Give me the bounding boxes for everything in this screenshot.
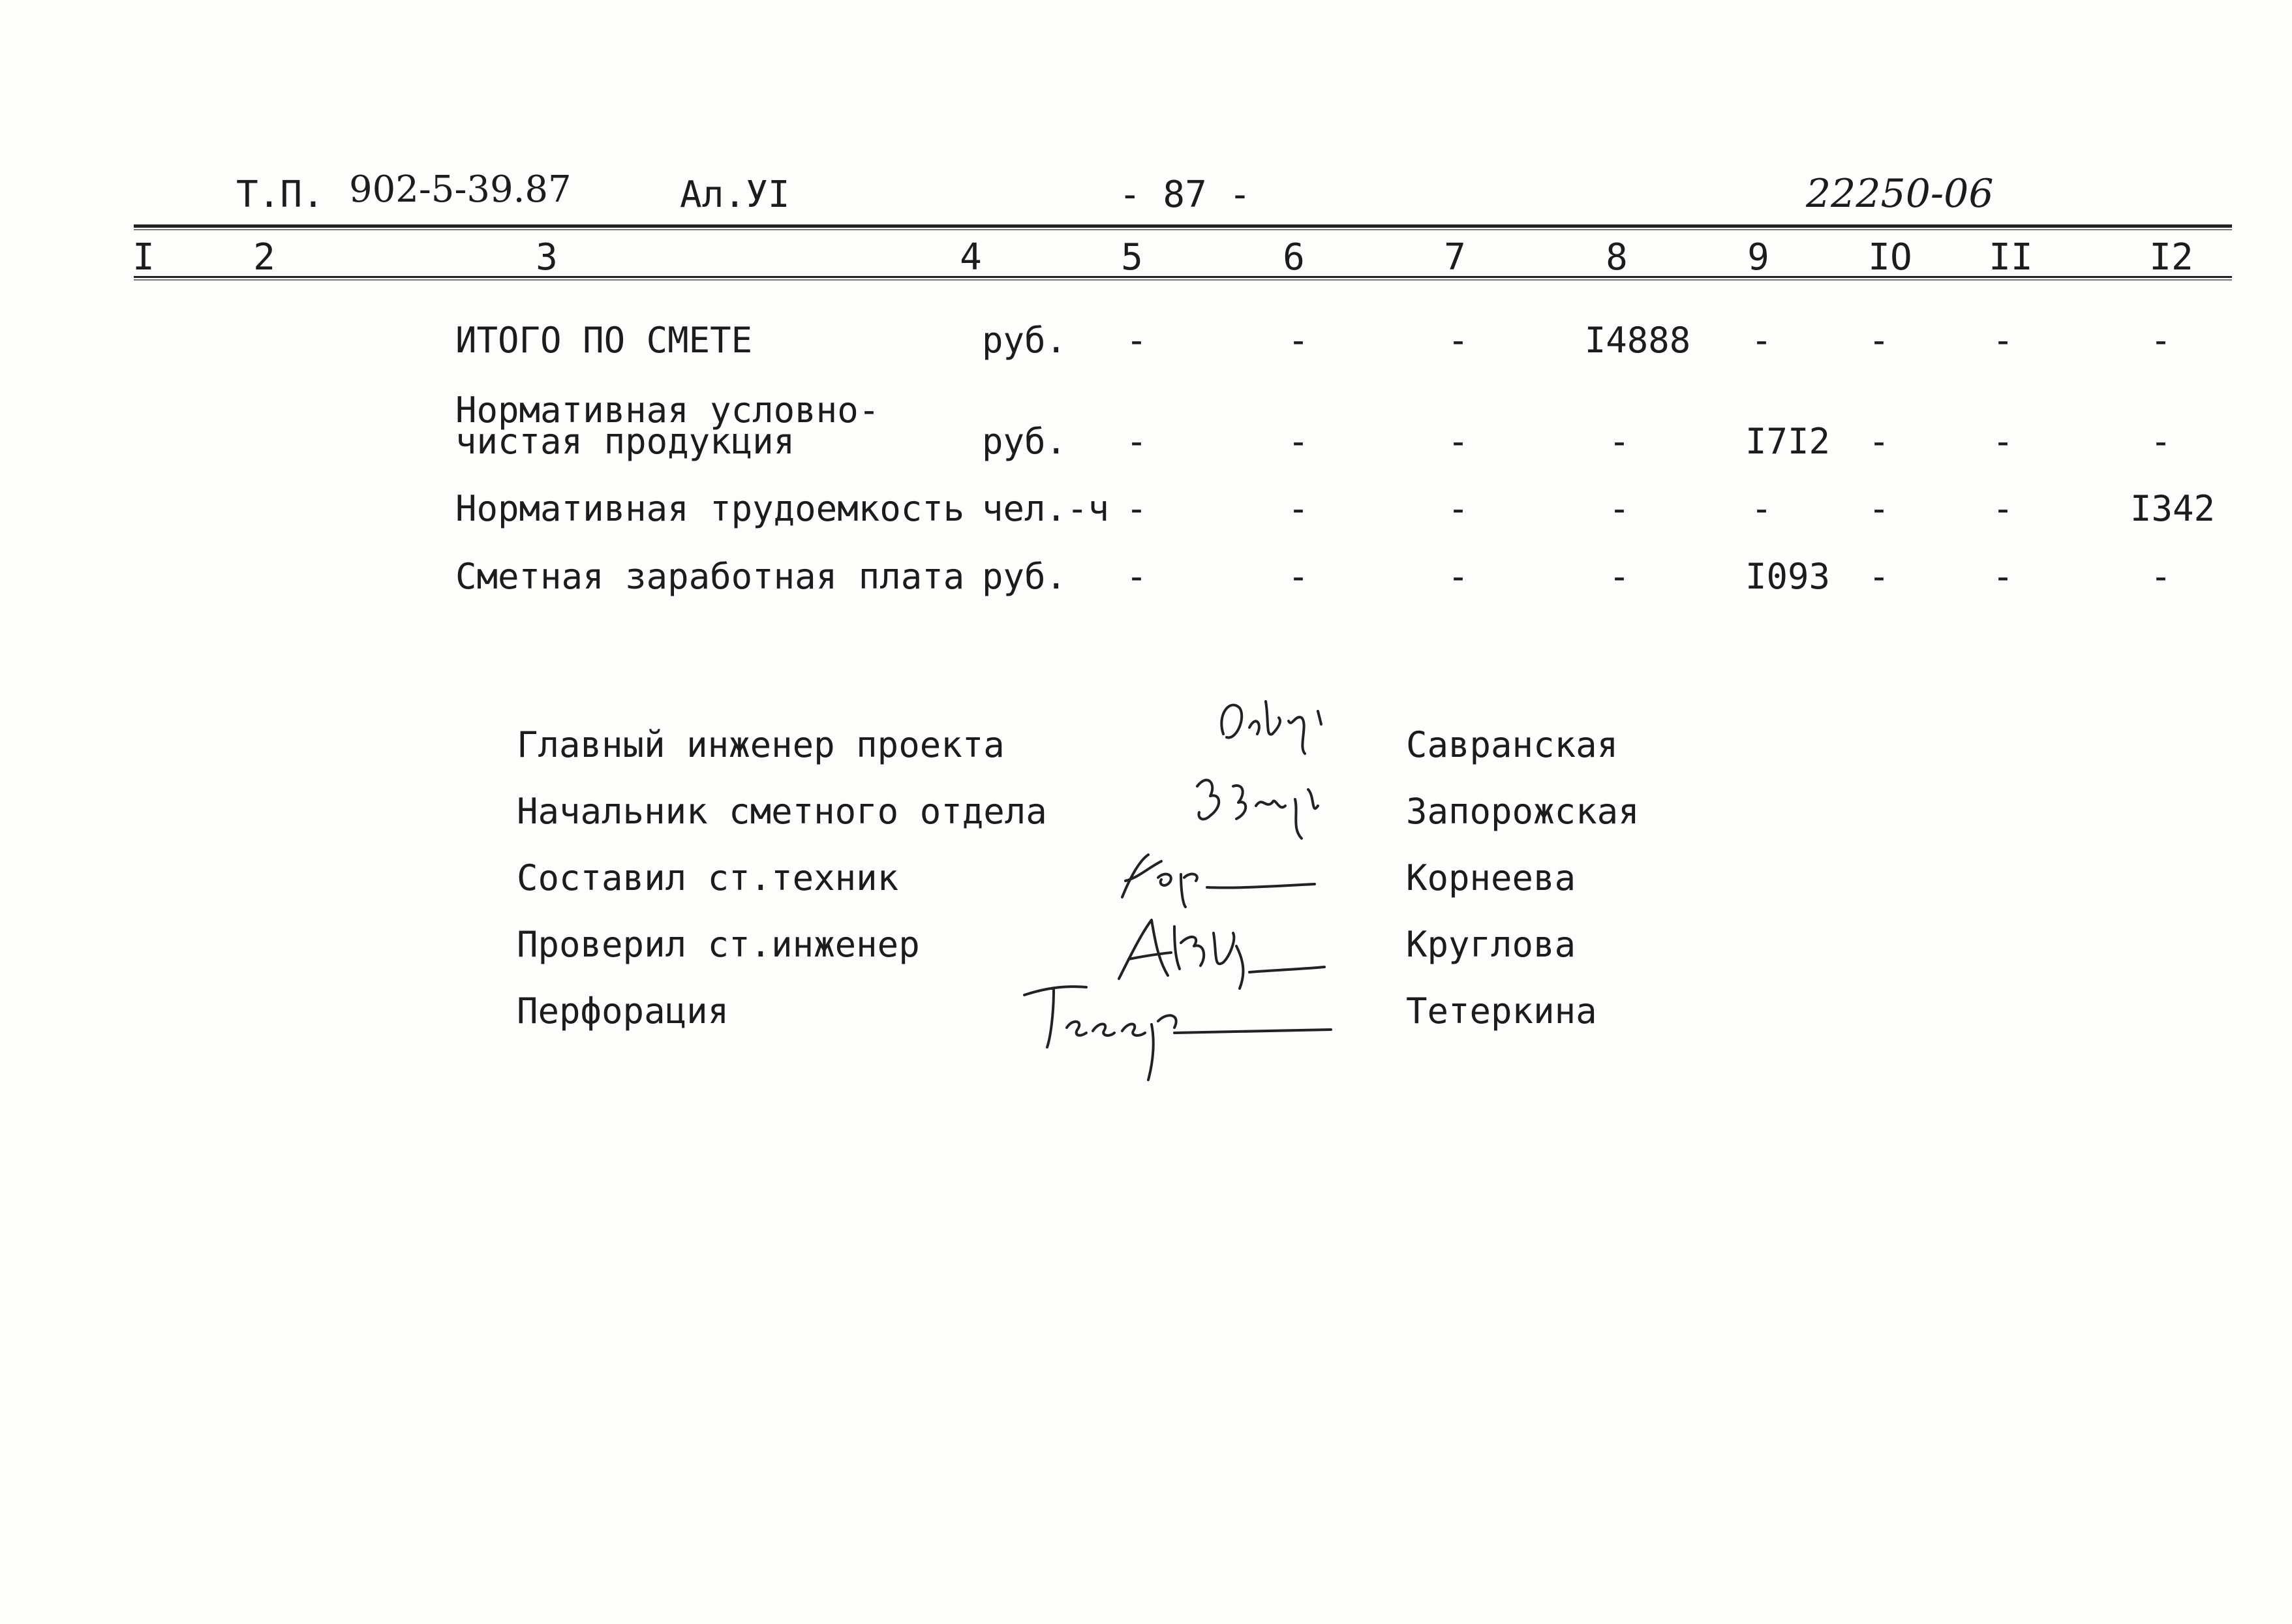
signer-role: Перфорация bbox=[517, 990, 729, 1032]
column-number: 5 bbox=[1121, 236, 1143, 279]
row-unit: чел.-ч bbox=[982, 488, 1110, 529]
signer-name: Круглова bbox=[1406, 924, 1576, 965]
cell: - bbox=[1125, 421, 1148, 462]
document-number: 22250-06 bbox=[1806, 171, 1994, 217]
cell: - bbox=[1447, 320, 1469, 361]
signer-name: Запорожская bbox=[1406, 791, 1640, 832]
page-number: - 87 - bbox=[1119, 174, 1251, 216]
cell: - bbox=[1125, 556, 1148, 597]
cell: - bbox=[1868, 488, 1890, 529]
signature-2 bbox=[1187, 767, 1337, 845]
column-number: II bbox=[1989, 236, 2033, 279]
signer-name: Корнеева bbox=[1406, 857, 1576, 898]
cell: - bbox=[1447, 488, 1469, 529]
signature-5 bbox=[1018, 975, 1344, 1086]
column-number: I2 bbox=[2149, 236, 2193, 279]
signer-role: Начальник сметного отдела bbox=[517, 791, 1047, 832]
header-top-rule-thin bbox=[134, 229, 2232, 230]
cell: - bbox=[1868, 421, 1890, 462]
signer-role: Проверил ст.инженер bbox=[517, 924, 920, 965]
cell: - bbox=[1447, 421, 1469, 462]
cell: I342 bbox=[2130, 488, 2216, 529]
cell: - bbox=[1608, 421, 1630, 462]
project-code: 902-5-39.87 bbox=[349, 168, 572, 211]
album-label: Ал.УI bbox=[680, 174, 790, 216]
row-name: Сметная заработная плата bbox=[455, 556, 965, 597]
cell: - bbox=[1287, 556, 1309, 597]
cell: - bbox=[1868, 320, 1890, 361]
column-number: 8 bbox=[1606, 236, 1628, 279]
row-name-line2: чистая продукция bbox=[455, 421, 795, 462]
header-bottom-rule bbox=[134, 276, 2232, 278]
cell: - bbox=[1125, 488, 1148, 529]
signer-role: Составил ст.техник bbox=[517, 857, 899, 898]
cell: - bbox=[1287, 421, 1309, 462]
cell: - bbox=[1992, 556, 2014, 597]
cell: - bbox=[1868, 556, 1890, 597]
column-number: 7 bbox=[1444, 236, 1466, 279]
cell: - bbox=[1447, 556, 1469, 597]
cell: - bbox=[1992, 421, 2014, 462]
cell: - bbox=[2150, 556, 2172, 597]
cell: I4888 bbox=[1584, 320, 1691, 361]
row-name: ИТОГО ПО СМЕТЕ bbox=[455, 320, 753, 361]
signer-name: Тетеркина bbox=[1406, 990, 1597, 1032]
column-number: 6 bbox=[1283, 236, 1305, 279]
cell: - bbox=[1750, 488, 1773, 529]
column-number: I bbox=[132, 236, 155, 279]
row-name-line1: Нормативная условно- bbox=[455, 390, 880, 431]
cell: - bbox=[1608, 488, 1630, 529]
column-number: 2 bbox=[253, 236, 275, 279]
row-unit: руб. bbox=[982, 556, 1067, 597]
cell: - bbox=[1992, 320, 2014, 361]
signature-3 bbox=[1112, 842, 1328, 913]
cell: I7I2 bbox=[1745, 421, 1831, 462]
row-name: Нормативная трудоемкость bbox=[455, 488, 965, 529]
signature-1 bbox=[1210, 688, 1341, 760]
column-number: 3 bbox=[536, 236, 558, 279]
column-number: 4 bbox=[960, 236, 982, 279]
cell: - bbox=[1608, 556, 1630, 597]
cell: - bbox=[1287, 320, 1309, 361]
header-bottom-rule-thin bbox=[134, 279, 2232, 281]
cell: - bbox=[1125, 320, 1148, 361]
row-unit: руб. bbox=[982, 320, 1067, 361]
signer-name: Савранская bbox=[1406, 724, 1619, 765]
cell: - bbox=[1750, 320, 1773, 361]
cell: I093 bbox=[1745, 556, 1831, 597]
cell: - bbox=[1287, 488, 1309, 529]
cell: - bbox=[2150, 421, 2172, 462]
column-number: IO bbox=[1868, 236, 1912, 279]
cell: - bbox=[1992, 488, 2014, 529]
row-unit: руб. bbox=[982, 421, 1067, 462]
header-top-rule bbox=[134, 224, 2232, 228]
cell: - bbox=[2150, 320, 2172, 361]
column-number: 9 bbox=[1747, 236, 1769, 279]
tp-label: Т.П. bbox=[236, 174, 324, 216]
signer-role: Главный инженер проекта bbox=[517, 724, 1005, 765]
